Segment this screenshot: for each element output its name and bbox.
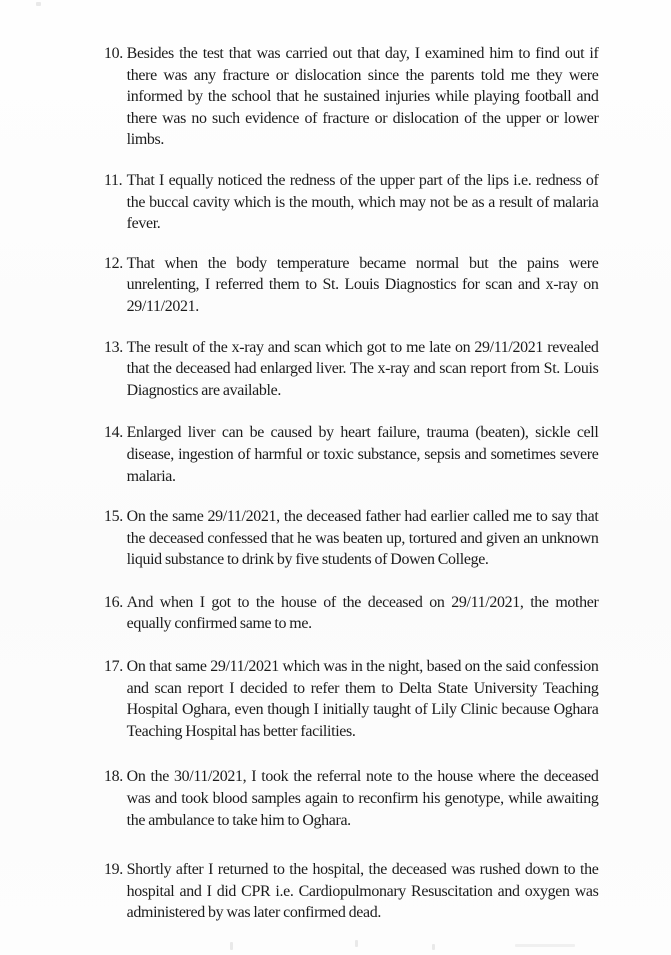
paragraph-number: 12. xyxy=(104,253,123,272)
numbered-paragraph-13 xyxy=(104,337,598,402)
paragraph-text: And when I got to the house of the deceased on 29/11/2021, the mother equally confirmed same to me. xyxy=(126,592,599,633)
document-body xyxy=(104,43,606,924)
paragraph-text: On that same 29/11/2021 which was in the night, based on the said confession and scan report I decided to refer them to Delta State University Teaching Hospital Oghara, even though I initially taught of Lily Clinic because Oghara Teaching Hospital has better facilities. xyxy=(126,657,599,740)
numbered-paragraph-15 xyxy=(104,506,598,571)
paragraph-text: On the same 29/11/2021, the deceased father had earlier called me to say that the deceased confessed that he was beaten up, tortured and given an unknown liquid substance to drink by five students of Dowen College. xyxy=(126,507,599,569)
paragraph-number: 18. xyxy=(104,767,123,786)
numbered-paragraph-19 xyxy=(104,859,598,924)
paragraph-text: The result of the x-ray and scan which got to me late on 29/11/2021 revealed that the deceased had enlarged liver. The x-ray and scan report from St. Louis Diagnostics are available. xyxy=(126,337,599,399)
paragraph-text: That when the body temperature became normal but the pains were unrelenting, I referred them to St. Louis Diagnostics for scan and x-ray on 29/11/2021. xyxy=(126,253,599,315)
numbered-paragraph-10 xyxy=(104,43,598,151)
paragraph-number: 10. xyxy=(104,44,123,62)
paragraph-number: 16. xyxy=(104,592,123,611)
paragraph-number: 17. xyxy=(104,657,123,676)
scan-artifact xyxy=(432,944,435,950)
numbered-paragraph-16 xyxy=(104,592,598,635)
numbered-paragraph-17 xyxy=(104,656,598,742)
paragraph-text: Enlarged liver can be caused by heart failure, trauma (beaten), sickle cell disease, ingestion of harmful or toxic substance, sepsis and sometimes severe malaria. xyxy=(126,423,599,485)
paragraph-text: On the 30/11/2021, I took the referral note to the house where the deceased was and took blood samples again to reconfirm his genotype, while awaiting the ambulance to take him to Oghara. xyxy=(126,767,599,829)
paragraph-text: Besides the test that was carried out that day, I examined him to find out if there was any fracture or dislocation since the parents told me they were informed by the school that he sustained injuries while playing football and there was no such evidence of fracture or dislocation of the upper or lower limbs. xyxy=(126,44,599,149)
paragraph-number: 15. xyxy=(104,507,123,526)
paragraph-number: 19. xyxy=(104,860,123,879)
paragraph-number: 11. xyxy=(104,170,123,189)
scan-artifact xyxy=(230,942,233,950)
paragraph-text: That I equally noticed the redness of the upper part of the lips i.e. redness of the buccal cavity which is the mouth, which may not be as a result of malaria fever. xyxy=(126,170,599,233)
numbered-paragraph-12 xyxy=(104,253,598,318)
numbered-paragraph-14 xyxy=(104,422,598,487)
numbered-paragraph-11 xyxy=(104,170,598,235)
paragraph-number: 14. xyxy=(104,423,123,442)
paragraph-number: 13. xyxy=(104,337,123,356)
scan-artifact xyxy=(36,2,41,6)
numbered-paragraph-18 xyxy=(104,766,598,831)
scan-artifact xyxy=(355,940,358,947)
scan-artifact xyxy=(515,944,575,947)
paragraph-text: Shortly after I returned to the hospital, the deceased was rushed down to the hospital and I did CPR i.e. Cardiopulmonary Resuscitation and oxygen was administered by was later confirmed dead. xyxy=(126,860,599,922)
